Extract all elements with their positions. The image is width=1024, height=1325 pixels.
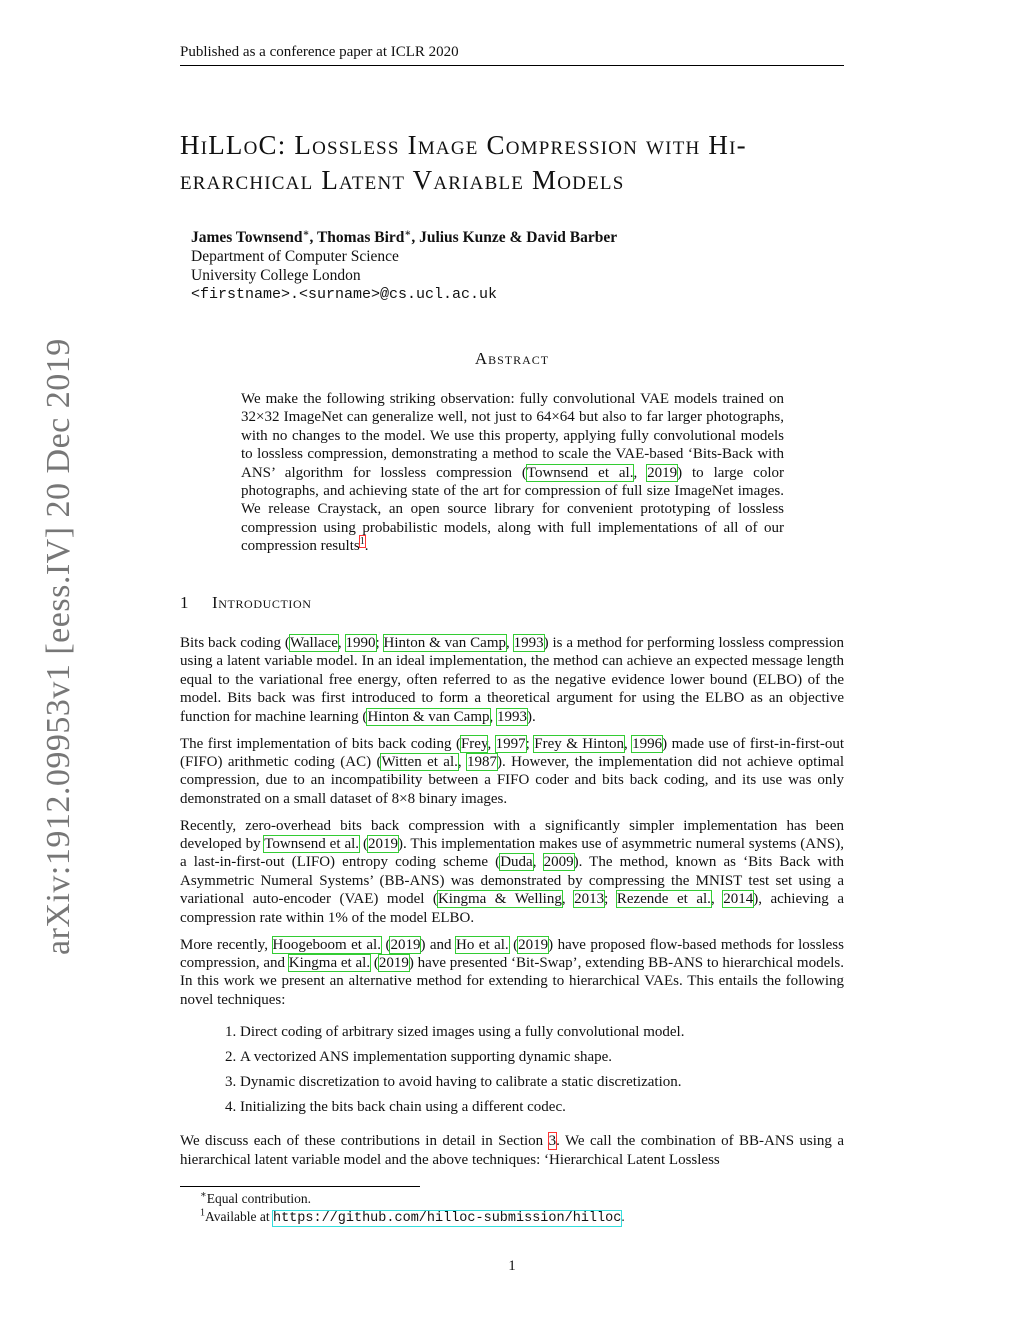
footnote-divider: [180, 1186, 420, 1187]
paragraph-5: [180, 1132, 844, 1169]
paper-title: [180, 128, 860, 198]
institution: University College London: [191, 267, 361, 284]
citation-year-link[interactable]: 2009: [543, 854, 574, 871]
citation-year-link[interactable]: 2019: [367, 836, 398, 853]
section-heading: [180, 593, 844, 613]
list-item: 4. Initializing the bits back chain using a different codec.: [240, 1098, 844, 1116]
footnote-text: .: [621, 1209, 625, 1224]
citation-link[interactable]: Wallace: [289, 635, 338, 651]
abstract-heading: Abstract: [474, 349, 550, 368]
text-run: . We call the combination of BB-ANS using a hierarchical latent variable model and the above techniques: ‘Hierarchical Latent Lossless: [180, 1133, 844, 1168]
contribution-list: [180, 1023, 844, 1116]
author-2: Thomas Bird: [316, 229, 405, 246]
text-run: ).: [527, 708, 536, 725]
list-item: 1. Direct coding of arbitrary sized images using a fully convolutional model.: [240, 1023, 844, 1041]
text-run: Recently, zero-overhead bits back compression with a significantly simpler implementation has been developed by: [180, 817, 844, 853]
citation-link[interactable]: Witten et al.: [381, 753, 458, 770]
author-3-4: Julius Kunze & David Barber: [419, 229, 618, 246]
footnote-mark: 1: [200, 1207, 205, 1219]
footnote-1: [200, 1190, 844, 1208]
abstract-part: We make the following striking observation: fully convolutional VAE models trained on 32×32 ImageNet can generalize well, not just to 64×64 but also to far larger photographs, with no changes to the model. We use this property, applying fully convolutional models to lossless compression, demonstrating a method to scale the VAE-based ‘Bits-Back with ANS’ algorithm for lossless compression (: [241, 391, 784, 481]
citation-link[interactable]: Ho et al.: [456, 936, 509, 953]
footnote-2: [200, 1208, 844, 1228]
text-run: The first implementation of bits back coding (: [180, 735, 461, 752]
footnote-text: Equal contribution.: [206, 1191, 312, 1206]
text-run: ). The method, known as ‘Bits Back with Asymmetric Numeral Systems’ (BB-ANS) was demonstrated by compressing the MNIST test set using a variational auto-encoder (VAE) model (: [180, 854, 845, 908]
repository-url-link[interactable]: https://github.com/hilloc-submission/hilloc: [272, 1211, 622, 1226]
citation-link[interactable]: Duda: [500, 854, 533, 871]
citation-link[interactable]: Rezende et al.: [616, 891, 711, 908]
paragraph-2: The first implementation of bits back coding (Frey, 1997; Frey & Hinton, 1996) made use of first-in-first-out (FIFO) arithmetic coding (AC) (Witten et al., 1987). However, the implementation did not achieve optimal compression, due to an incompatibility between a FIFO coder and bits back coding, and its use was only demonstrated on a small dataset of 8×8 binary images.: [180, 735, 845, 807]
running-head: Published as a conference paper at ICLR 2020: [180, 44, 844, 66]
citation-year-link[interactable]: 2019: [390, 936, 421, 953]
citation-year-link[interactable]: 1987: [467, 753, 498, 770]
text-run: and: [425, 936, 457, 953]
text-run: We discuss each of these contributions in detail in Section: [180, 1133, 549, 1150]
citation-link[interactable]: Townsend et al.: [526, 464, 634, 481]
equal-contribution-mark: ∗: [302, 227, 310, 239]
abstract-part: ) to large color photographs, and achieving state of the art for compression of full size ImageNet images. We release Craystack, an open source library for convenient prototyping of lossless compression using probabilistic models, along with full implementations of all of our compression results: [241, 464, 784, 555]
text-run: ) is a method for performing lossless compression using a latent variable model. In an ideal implementation, the method can achieve an expected message length equal to the variational free energy, often referred to as the negative evidence lower bound (ELBO) of the model. Bits back was first introduced to form a theoretical argument for using the ELBO as an objective function for machine learning (: [180, 635, 845, 725]
title-line-1: HiLLoC: Lossless Image Compression with Hi-: [180, 130, 747, 160]
citation-link[interactable]: Townsend et al.: [264, 836, 360, 853]
arxiv-identifier[interactable]: arXiv:1912.09953v1 [eess.IV] 20 Dec 2019: [40, 338, 77, 955]
abstract-text: We make the following striking observation: fully convolutional VAE models trained on 32×32 ImageNet can generalize well, not just to 64×64 but also to far larger photographs, with no changes to the model. We use this property, applying fully convolutional models to lossless compression, demonstrating a method to scale the VAE-based ‘Bits-Back with ANS’ algorithm for lossless compression (Townsend et al., 2019) to large color photographs, and achieving state of the art for compression of full size ImageNet images. We release Craystack, an open source library for convenient prototyping of lossless compression using probabilistic models, along with full implementations of all of our compression results$^1$.: [241, 391, 784, 555]
citation-year-link[interactable]: 2019: [647, 464, 678, 481]
text-run: ), achieving a compression rate within 1% of the model ELBO.: [180, 891, 844, 926]
citation-year-link[interactable]: 2013: [574, 891, 605, 908]
text-run: . This implementation makes use of asymmetric numeral systems (ANS), a last-in-first-out (LIFO) entropy coding scheme (: [180, 836, 845, 871]
paragraph-1: Bits back coding (Wallace, 1990; Hinton & van Camp, 1993) is a method for performing lossless compression using a latent variable model. In an ideal implementation, the method can achieve an expected message length equal to the variational free energy, often referred to as the negative evidence lower bound (ELBO) of the model. Bits back was first introduced to form a theoretical argument for using the ELBO as an objective function for machine learning (Hinton & van Camp, 1993).: [180, 635, 845, 725]
text-run: have presented ‘Bit-Swap’, extending BB-ANS to hierarchical models. In this work we present an alternative method for extending to hierarchical VAEs. This entails the following novel techniques:: [180, 955, 845, 1008]
list-item: 3. Dynamic discretization to avoid having to calibrate a static discretization.: [240, 1073, 844, 1091]
text-run: ). However, the implementation did not achieve optimal compression, due to an incompatibility between a FIFO coder and bits back coding, and its use was only demonstrated on a small dataset of 8×8 binary images.: [180, 753, 844, 807]
text-run: have proposed flow-based methods for lossless compression, and: [180, 936, 844, 971]
citation-link[interactable]: Frey & Hinton: [534, 735, 624, 752]
citation-link[interactable]: Hinton & van Camp: [383, 635, 506, 651]
paragraph-4: More recently, Hoogeboom et al. (2019) and Ho et al. (2019) have proposed flow-based methods for lossless compression, and Kingma et al. (2019) have presented ‘Bit-Swap’, extending BB-ANS to hierarchical models. In this work we present an alternative method for extending to hierarchical VAEs. This entails the following novel techniques:: [180, 936, 845, 1008]
abstract-part: .: [364, 538, 369, 555]
equal-contribution-mark: ∗: [404, 227, 412, 239]
section-body: [180, 634, 844, 1178]
text-run: Bits back coding (: [180, 635, 290, 651]
list-item: 2. A vectorized ANS implementation supporting dynamic shape.: [240, 1048, 844, 1066]
email: <firstname>.<surname>@cs.ucl.ac.uk: [191, 286, 498, 303]
footnote-mark: ∗: [200, 1189, 207, 1201]
page-number: 1: [508, 1258, 516, 1274]
text-run: More recently,: [180, 936, 273, 953]
author-1: James Townsend: [191, 229, 303, 246]
citation-year-link[interactable]: 1997: [495, 735, 526, 752]
text-run: ) made use of first-in-first-out (FIFO) arithmetic coding (AC) (: [180, 735, 845, 770]
citation-year-link[interactable]: 1996: [632, 735, 663, 752]
citation-year-link[interactable]: 1990: [345, 635, 376, 651]
section-ref-link[interactable]: 3: [548, 1133, 557, 1150]
citation-link[interactable]: Hoogeboom et al.: [272, 936, 381, 953]
citation-year-link[interactable]: 2019: [518, 936, 549, 953]
footnote-text: Available at: [205, 1209, 273, 1224]
citation-year-link[interactable]: 2019: [378, 955, 409, 971]
footnotes: [200, 1190, 844, 1228]
citation-link[interactable]: Kingma & Welling: [437, 891, 562, 908]
footnote-ref-link[interactable]: 1: [359, 536, 365, 548]
title-line-2: erarchical Latent Variable Models: [180, 165, 625, 195]
citation-year-link[interactable]: 2014: [723, 891, 754, 908]
author-names: James Townsend∗, Thomas Bird∗, Julius Kunze & David Barber: [191, 227, 618, 246]
citation-link[interactable]: Kingma et al.: [288, 955, 371, 971]
department: Department of Computer Science: [191, 248, 399, 265]
paragraph-3: Recently, zero-overhead bits back compression with a significantly simpler implementation has been developed by Townsend et al. (2019). This implementation makes use of asymmetric numeral systems (ANS), a last-in-first-out (LIFO) entropy coding scheme (Duda, 2009). The method, known as ‘Bits Back with Asymmetric Numeral Systems’ (BB-ANS) was demonstrated by compressing the MNIST test set using a variational auto-encoder (VAE) model (Kingma & Welling, 2013; Rezende et al., 2014), achieving a compression rate within 1% of the model ELBO.: [180, 817, 845, 926]
citation-year-link[interactable]: 1993: [497, 708, 528, 725]
author-block: [191, 228, 831, 304]
citation-link[interactable]: Frey: [460, 735, 488, 752]
citation-year-link[interactable]: 1993: [513, 635, 544, 651]
section-number: 1: [180, 593, 190, 612]
section-title: Introduction: [212, 593, 312, 612]
citation-link[interactable]: Hinton & van Camp: [367, 708, 490, 725]
